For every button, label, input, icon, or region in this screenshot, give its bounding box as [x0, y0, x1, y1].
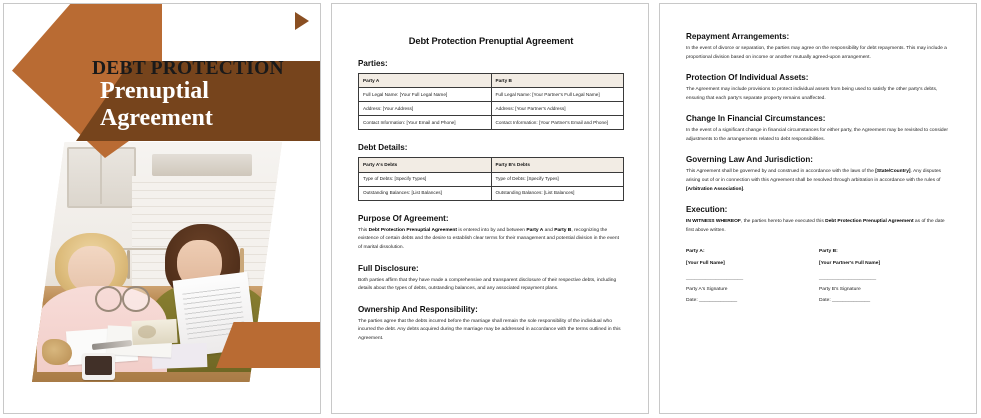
cover-canvas	[4, 4, 320, 413]
cover-main-title-line2: Agreement	[100, 104, 213, 131]
table-cell: Address: [Your Partner's Address]	[491, 102, 624, 116]
section-body: This Agreement shall be governed by and construed in accordance with the laws of the [State/Country]. Any disputes arising out of or in connection with this Agreement shall be resolved through arbitration in accordance with the rules of [Arbitration Association].	[686, 169, 941, 192]
section-body: In the event of divorce or separation, the parties may agree on the responsibility for debt repayments. This may include a proportional division based on income or another mutually agreed-upon arrangement.	[686, 46, 947, 60]
table-header-row	[359, 74, 624, 88]
page-three[interactable]	[659, 3, 977, 414]
table-cell: Outstanding Balances: [List Balances]	[359, 186, 492, 200]
signature-party-label: Party B:	[819, 249, 838, 255]
page-two[interactable]	[331, 3, 649, 414]
section-body: IN WITNESS WHEREOF, the parties hereto have executed this Debt Protection Prenuptial Agreement as of the date first above written.	[686, 219, 945, 233]
parties-table	[358, 73, 624, 130]
signature-party-name: [Your Partner's Full Name]	[819, 261, 881, 267]
table-header-cell: Party B's Debts	[491, 158, 624, 172]
section-heading: Full Disclosure:	[358, 263, 419, 273]
document-title: Debt Protection Prenuptial Agreement	[408, 36, 574, 46]
table-header-cell: Party A	[359, 74, 492, 88]
table-cell: Address: [Your Address]	[359, 102, 492, 116]
signature-block	[686, 249, 952, 303]
signature-party-label: Party A:	[686, 249, 705, 255]
section-execution	[686, 205, 952, 235]
section-heading: Repayment Arrangements:	[686, 32, 790, 41]
section-body: This Debt Protection Prenuptial Agreement is entered into by and between Party A and Party B, recognizing the existence of certain debts and the desire to establish clear terms for their management and potential division in the event of marital dissolution.	[358, 227, 619, 250]
table-row	[359, 88, 624, 102]
section-body: The parties agree that the debts incurred before the marriage shall remain the sole responsibility of the individual who incurred the debt. Any debts acquired during the marriage may be addressed in accordance with the terms outlined in this Agreement.	[358, 318, 621, 341]
section-heading: Protection Of Individual Assets:	[686, 73, 809, 83]
section-body: In the event of a significant change in financial circumstances for either party, the Agreement may be revisited to consider adjustments to the arrangements related to debt responsibilities.	[686, 128, 948, 142]
table-row	[359, 116, 624, 130]
section-change-in-financial-circumstances	[686, 114, 952, 144]
signature-caption: Party B's Signature	[819, 287, 861, 293]
cover-main-title-line1: Prenuptial	[100, 78, 209, 104]
table-header-cell: Party A's Debts	[359, 158, 492, 172]
table-row	[359, 172, 624, 186]
section-repayment-arrangements	[686, 32, 952, 62]
section-governing-law-and-jurisdiction	[686, 155, 952, 194]
table-cell: Full Legal Name: [Your Full Legal Name]	[359, 88, 492, 102]
heading-debt-details: Debt Details:	[358, 143, 408, 153]
signature-rule: _____________________	[819, 276, 877, 282]
table-cell: Type of Debts: [Specify Types]	[491, 172, 624, 186]
signature-rule: _____________________	[686, 276, 744, 282]
section-full-disclosure	[358, 264, 624, 294]
section-body: The Agreement may include provisions to protect individual assets from being used to satisfy the other party's debts, ensuring that each party's separate property remains unaffected.	[686, 87, 938, 101]
signature-column-party-a	[686, 249, 819, 303]
table-cell: Type of Debts: [Specify Types]	[359, 172, 492, 186]
section-heading: Ownership And Responsibility:	[358, 304, 478, 314]
table-cell: Contact Information: [Your Email and Phone]	[359, 116, 492, 130]
signature-date-field[interactable]: Date: ______________	[819, 298, 871, 304]
table-header-row	[359, 158, 624, 172]
table-cell: Contact Information: [Your Partner's Email and Phone]	[491, 116, 624, 130]
signature-column-party-b	[819, 249, 952, 303]
signature-party-name: [Your Full Name]	[686, 261, 725, 267]
page-three-content	[686, 32, 952, 303]
table-row	[359, 102, 624, 116]
cover-eyebrow-title: DEBT PROTECTION	[92, 58, 284, 79]
section-heading: Purpose Of Agreement:	[358, 213, 449, 223]
section-heading: Execution:	[686, 205, 728, 215]
section-purpose-of-agreement	[358, 214, 624, 253]
signature-date-field[interactable]: Date: ______________	[686, 298, 738, 304]
section-protection-of-individual-assets	[686, 73, 952, 103]
signature-caption: Party A's Signature	[686, 287, 728, 293]
section-ownership-and-responsibility	[358, 305, 624, 344]
section-heading: Governing Law And Jurisdiction:	[686, 155, 813, 165]
page-two-content	[358, 26, 624, 354]
table-row	[359, 186, 624, 200]
table-header-cell: Party B	[491, 74, 624, 88]
table-cell: Full Legal Name: [Your Partner's Full Legal Name]	[491, 88, 624, 102]
cover-main-title	[100, 78, 315, 132]
page-cover[interactable]	[3, 3, 321, 414]
section-heading: Change In Financial Circumstances:	[686, 114, 826, 124]
table-cell: Outstanding Balances: [List Balances]	[491, 186, 624, 200]
section-body: Both parties affirm that they have made a comprehensive and transparent disclosure of their respective debts, including details about the types of debts, outstanding balances, and any associated repayment plans.	[358, 277, 617, 292]
debt-details-table	[358, 157, 624, 200]
heading-parties: Parties:	[358, 59, 388, 68]
